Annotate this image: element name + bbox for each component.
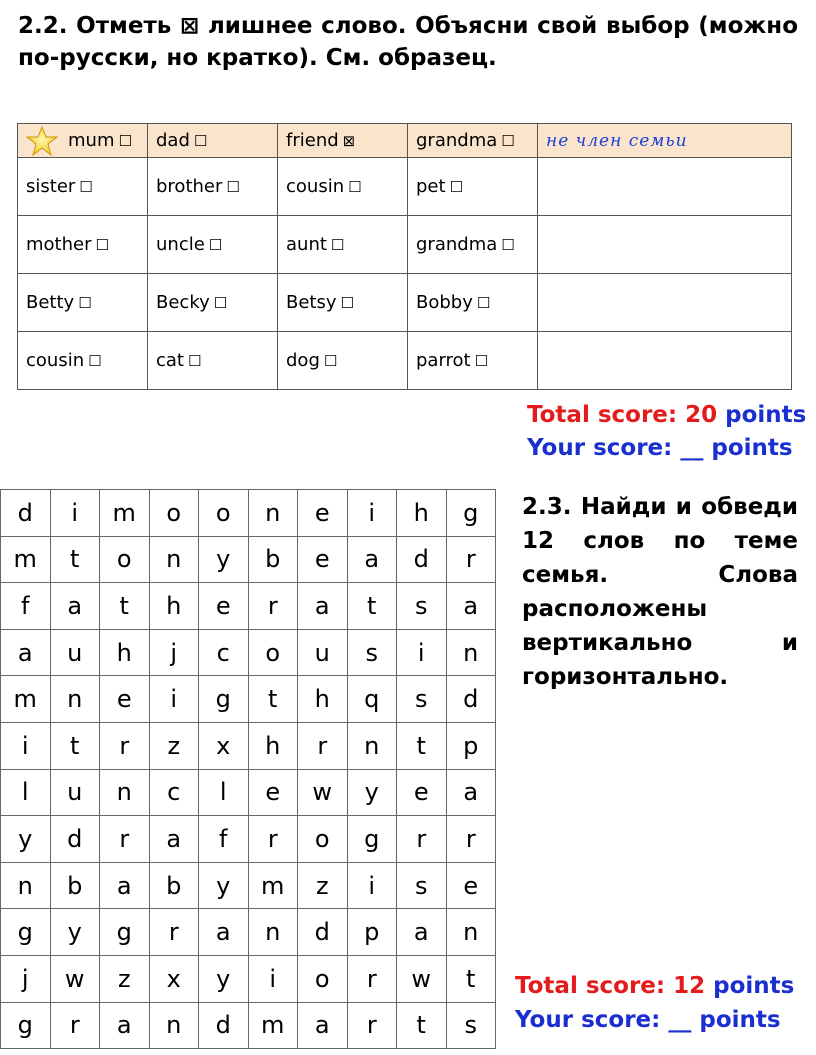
word: mother	[26, 234, 92, 255]
your-score-label: Your score:	[527, 435, 673, 461]
grid-letter[interactable]: t	[50, 536, 100, 583]
word-cell	[278, 216, 408, 274]
grid-row	[1, 769, 496, 816]
word-cell	[18, 216, 148, 274]
word-cell	[148, 216, 278, 274]
example-cell-4	[408, 124, 538, 158]
word: cousin	[286, 176, 345, 197]
total-score-label: Total score:	[527, 402, 678, 428]
checkbox-example-2[interactable]: ☐	[193, 132, 208, 150]
word: aunt	[286, 234, 327, 255]
grid-letter[interactable]: o	[149, 490, 199, 537]
total-score-label: Total score:	[515, 973, 666, 999]
grid-letter[interactable]: z	[149, 722, 199, 769]
grid-letter[interactable]: i	[1, 722, 51, 769]
example-word-3: friend	[286, 130, 339, 151]
word: uncle	[156, 234, 205, 255]
word-cell	[278, 332, 408, 390]
checkbox[interactable]: ☐	[208, 236, 223, 254]
grid-row	[1, 536, 496, 583]
grid-letter[interactable]: a	[100, 862, 150, 909]
word: brother	[156, 176, 223, 197]
word: parrot	[416, 350, 471, 371]
grid-letter[interactable]: n	[50, 676, 100, 723]
grid-letter[interactable]: i	[50, 490, 100, 537]
grid-letter[interactable]: o	[199, 490, 249, 537]
grid-letter[interactable]: s	[347, 629, 397, 676]
checkbox[interactable]: ☐	[476, 294, 491, 312]
word: pet	[416, 176, 446, 197]
grid-letter[interactable]: q	[347, 676, 397, 723]
grid-letter[interactable]: i	[248, 955, 298, 1002]
grid-letter[interactable]: h	[149, 583, 199, 630]
example-cell-3	[278, 124, 408, 158]
grid-letter[interactable]: d	[298, 909, 348, 956]
word: Betsy	[286, 292, 337, 313]
total-score-value: 20	[685, 402, 718, 428]
grid-letter[interactable]: e	[248, 769, 298, 816]
grid-letter[interactable]: a	[199, 909, 249, 956]
grid-letter[interactable]: g	[199, 676, 249, 723]
grid-letter[interactable]: t	[397, 1002, 447, 1049]
checkbox-example-1[interactable]: ☐	[118, 131, 132, 150]
grid-row	[1, 676, 496, 723]
grid-letter[interactable]: i	[397, 629, 447, 676]
grid-letter[interactable]: e	[397, 769, 447, 816]
total-score-value: 12	[673, 973, 706, 999]
answer-cell[interactable]	[538, 158, 792, 216]
grid-letter[interactable]: p	[446, 722, 496, 769]
grid-letter[interactable]: u	[50, 629, 100, 676]
word-cell	[148, 332, 278, 390]
grid-letter[interactable]: w	[397, 955, 447, 1002]
checkbox[interactable]: ☐	[340, 294, 354, 312]
example-word-4: grandma	[416, 130, 498, 151]
grid-letter[interactable]: j	[149, 629, 199, 676]
word-cell	[18, 158, 148, 216]
word-cell	[18, 274, 148, 332]
grid-letter[interactable]: s	[397, 676, 447, 723]
task2-total-score	[515, 970, 794, 1003]
grid-letter[interactable]: t	[50, 722, 100, 769]
grid-letter[interactable]: y	[199, 955, 249, 1002]
grid-letter[interactable]: a	[149, 816, 199, 863]
points-label: points	[725, 402, 807, 428]
grid-letter[interactable]: x	[199, 722, 249, 769]
task1-your-score	[527, 432, 793, 465]
grid-letter[interactable]: r	[248, 816, 298, 863]
points-label: points	[713, 973, 795, 999]
grid-letter[interactable]: w	[298, 769, 348, 816]
grid-letter[interactable]: l	[1, 769, 51, 816]
grid-letter[interactable]: d	[397, 536, 447, 583]
answer-cell[interactable]	[538, 216, 792, 274]
example-cell-2	[148, 124, 278, 158]
word: Betty	[26, 292, 75, 313]
word: cat	[156, 350, 184, 371]
grid-row	[1, 1002, 496, 1049]
task-2-3-instructions: 2.3. Найди и обведи 12 слов по теме семья. Слова расположены вертикально и горизонтально.	[522, 494, 798, 690]
grid-letter[interactable]: r	[100, 816, 150, 863]
grid-letter[interactable]: g	[347, 816, 397, 863]
checkbox[interactable]: ☐	[78, 294, 92, 312]
example-word-1: mum	[68, 129, 115, 151]
grid-letter[interactable]: r	[347, 1002, 397, 1049]
grid-letter[interactable]: a	[446, 583, 496, 630]
checkbox[interactable]: ☐	[449, 178, 464, 196]
grid-letter[interactable]: g	[100, 909, 150, 956]
your-score-label: Your score:	[515, 1007, 661, 1033]
grid-letter[interactable]: r	[50, 1002, 100, 1049]
points-label: points	[699, 1007, 781, 1033]
checkbox[interactable]: ☐	[88, 352, 102, 370]
checkbox[interactable]: ☐	[213, 294, 228, 312]
word: cousin	[26, 350, 85, 371]
word: dog	[286, 350, 320, 371]
grid-letter[interactable]: g	[446, 490, 496, 537]
checkbox[interactable]: ☐	[95, 236, 109, 254]
grid-letter[interactable]: o	[298, 955, 348, 1002]
grid-letter[interactable]: m	[1, 536, 51, 583]
word-cell	[408, 216, 538, 274]
grid-letter[interactable]: y	[1, 816, 51, 863]
grid-letter[interactable]: a	[50, 583, 100, 630]
checkbox[interactable]: ☐	[348, 178, 362, 196]
example-row	[18, 124, 792, 158]
grid-letter[interactable]: t	[397, 722, 447, 769]
grid-letter[interactable]: m	[248, 862, 298, 909]
grid-letter[interactable]: i	[347, 862, 397, 909]
word-row	[18, 332, 792, 390]
grid-letter[interactable]: o	[298, 816, 348, 863]
grid-letter[interactable]: i	[149, 676, 199, 723]
grid-letter[interactable]: f	[1, 583, 51, 630]
grid-letter[interactable]: u	[50, 769, 100, 816]
grid-letter[interactable]: y	[50, 909, 100, 956]
grid-letter[interactable]: e	[298, 536, 348, 583]
grid-letter[interactable]: f	[199, 816, 249, 863]
grid-row	[1, 722, 496, 769]
grid-letter[interactable]: h	[100, 629, 150, 676]
grid-letter[interactable]: o	[248, 629, 298, 676]
grid-letter[interactable]: y	[199, 536, 249, 583]
grid-letter[interactable]: n	[446, 629, 496, 676]
grid-row	[1, 862, 496, 909]
grid-letter[interactable]: j	[1, 955, 51, 1002]
grid-letter[interactable]: d	[446, 676, 496, 723]
grid-row	[1, 629, 496, 676]
grid-letter[interactable]: x	[149, 955, 199, 1002]
grid-letter[interactable]: n	[347, 722, 397, 769]
your-score-blank[interactable]: __	[680, 435, 704, 461]
grid-letter[interactable]: t	[248, 676, 298, 723]
grid-row	[1, 490, 496, 537]
word-row	[18, 216, 792, 274]
grid-letter[interactable]: h	[298, 676, 348, 723]
grid-letter[interactable]: y	[199, 862, 249, 909]
grid-letter[interactable]: d	[199, 1002, 249, 1049]
grid-letter[interactable]: a	[298, 583, 348, 630]
grid-row	[1, 816, 496, 863]
grid-letter[interactable]: t	[347, 583, 397, 630]
task1-total-score	[527, 399, 806, 432]
word-cell	[148, 158, 278, 216]
grid-letter[interactable]: r	[446, 816, 496, 863]
word: grandma	[416, 234, 498, 255]
checkbox[interactable]: ☐	[79, 178, 93, 196]
grid-letter[interactable]: s	[397, 862, 447, 909]
grid-letter[interactable]: u	[298, 629, 348, 676]
grid-letter[interactable]: e	[446, 862, 496, 909]
grid-letter[interactable]: m	[1, 676, 51, 723]
grid-letter[interactable]: c	[149, 769, 199, 816]
word-row	[18, 158, 792, 216]
grid-letter[interactable]: z	[100, 955, 150, 1002]
grid-letter[interactable]: e	[100, 676, 150, 723]
checkbox[interactable]: ☐	[226, 178, 240, 196]
grid-letter[interactable]: g	[1, 1002, 51, 1049]
example-cell-1	[18, 124, 148, 158]
grid-letter[interactable]: i	[347, 490, 397, 537]
grid-letter[interactable]: r	[446, 536, 496, 583]
grid-letter[interactable]: a	[446, 769, 496, 816]
grid-letter[interactable]: w	[50, 955, 100, 1002]
word-cell	[148, 274, 278, 332]
grid-letter[interactable]: a	[347, 536, 397, 583]
grid-letter[interactable]: t	[446, 955, 496, 1002]
grid-letter[interactable]: y	[347, 769, 397, 816]
word-cell	[408, 332, 538, 390]
grid-letter[interactable]: m	[100, 490, 150, 537]
answer-cell[interactable]	[538, 274, 792, 332]
grid-letter[interactable]: d	[50, 816, 100, 863]
grid-letter[interactable]: b	[50, 862, 100, 909]
grid-letter[interactable]: a	[1, 629, 51, 676]
grid-letter[interactable]: n	[149, 1002, 199, 1049]
task2-your-score	[515, 1004, 781, 1037]
grid-letter[interactable]: s	[446, 1002, 496, 1049]
word-cell	[408, 158, 538, 216]
grid-letter[interactable]: r	[298, 722, 348, 769]
checkbox[interactable]: ☐	[501, 236, 515, 254]
grid-letter[interactable]: o	[100, 536, 150, 583]
word-search-grid	[0, 489, 496, 1049]
your-score-blank[interactable]: __	[668, 1007, 692, 1033]
grid-letter[interactable]: z	[298, 862, 348, 909]
word-cell	[278, 274, 408, 332]
checkbox[interactable]: ☐	[323, 352, 338, 370]
grid-letter[interactable]: n	[1, 862, 51, 909]
grid-letter[interactable]: l	[199, 769, 249, 816]
word: Becky	[156, 292, 210, 313]
example-answer: не член семьи	[546, 131, 688, 151]
grid-letter[interactable]: e	[298, 490, 348, 537]
odd-word-table	[17, 123, 792, 390]
grid-row	[1, 955, 496, 1002]
grid-letter[interactable]: g	[1, 909, 51, 956]
grid-letter[interactable]: a	[397, 909, 447, 956]
checkbox[interactable]: ☐	[330, 236, 345, 254]
word-cell	[408, 274, 538, 332]
grid-letter[interactable]: d	[1, 490, 51, 537]
grid-letter[interactable]: m	[248, 1002, 298, 1049]
grid-letter[interactable]: s	[397, 583, 447, 630]
grid-row	[1, 909, 496, 956]
grid-row	[1, 583, 496, 630]
grid-letter[interactable]: h	[397, 490, 447, 537]
word-cell	[278, 158, 408, 216]
grid-letter[interactable]: n	[248, 490, 298, 537]
grid-letter[interactable]: b	[149, 862, 199, 909]
word: Bobby	[416, 292, 473, 313]
grid-letter[interactable]: n	[248, 909, 298, 956]
grid-letter[interactable]: n	[446, 909, 496, 956]
grid-letter[interactable]: r	[397, 816, 447, 863]
word-row	[18, 274, 792, 332]
grid-letter[interactable]: e	[199, 583, 249, 630]
grid-letter[interactable]: h	[248, 722, 298, 769]
points-label: points	[711, 435, 793, 461]
word-cell	[18, 332, 148, 390]
example-word-2: dad	[156, 130, 190, 151]
checkbox-example-3[interactable]: ⊠	[342, 132, 356, 150]
checkbox[interactable]: ☐	[474, 352, 489, 370]
answer-cell[interactable]	[538, 332, 792, 390]
word: sister	[26, 176, 76, 197]
grid-letter[interactable]: r	[149, 909, 199, 956]
grid-letter[interactable]: b	[248, 536, 298, 583]
grid-letter[interactable]: a	[100, 1002, 150, 1049]
checkbox-example-4[interactable]: ☐	[501, 132, 515, 150]
star-icon	[26, 126, 58, 156]
grid-letter[interactable]: n	[149, 536, 199, 583]
grid-letter[interactable]: p	[347, 909, 397, 956]
grid-letter[interactable]: r	[347, 955, 397, 1002]
grid-letter[interactable]: t	[100, 583, 150, 630]
checkbox[interactable]: ☐	[187, 352, 202, 370]
example-answer-cell	[538, 124, 792, 158]
grid-letter[interactable]: a	[298, 1002, 348, 1049]
grid-letter[interactable]: n	[100, 769, 150, 816]
grid-letter[interactable]: c	[199, 629, 249, 676]
task-2-2-title: 2.2. Отметь ⊠ лишнее слово. Объясни свой выбор (можно по-русски, но кратко). См. образец.	[18, 13, 798, 71]
grid-letter[interactable]: r	[248, 583, 298, 630]
grid-letter[interactable]: r	[100, 722, 150, 769]
